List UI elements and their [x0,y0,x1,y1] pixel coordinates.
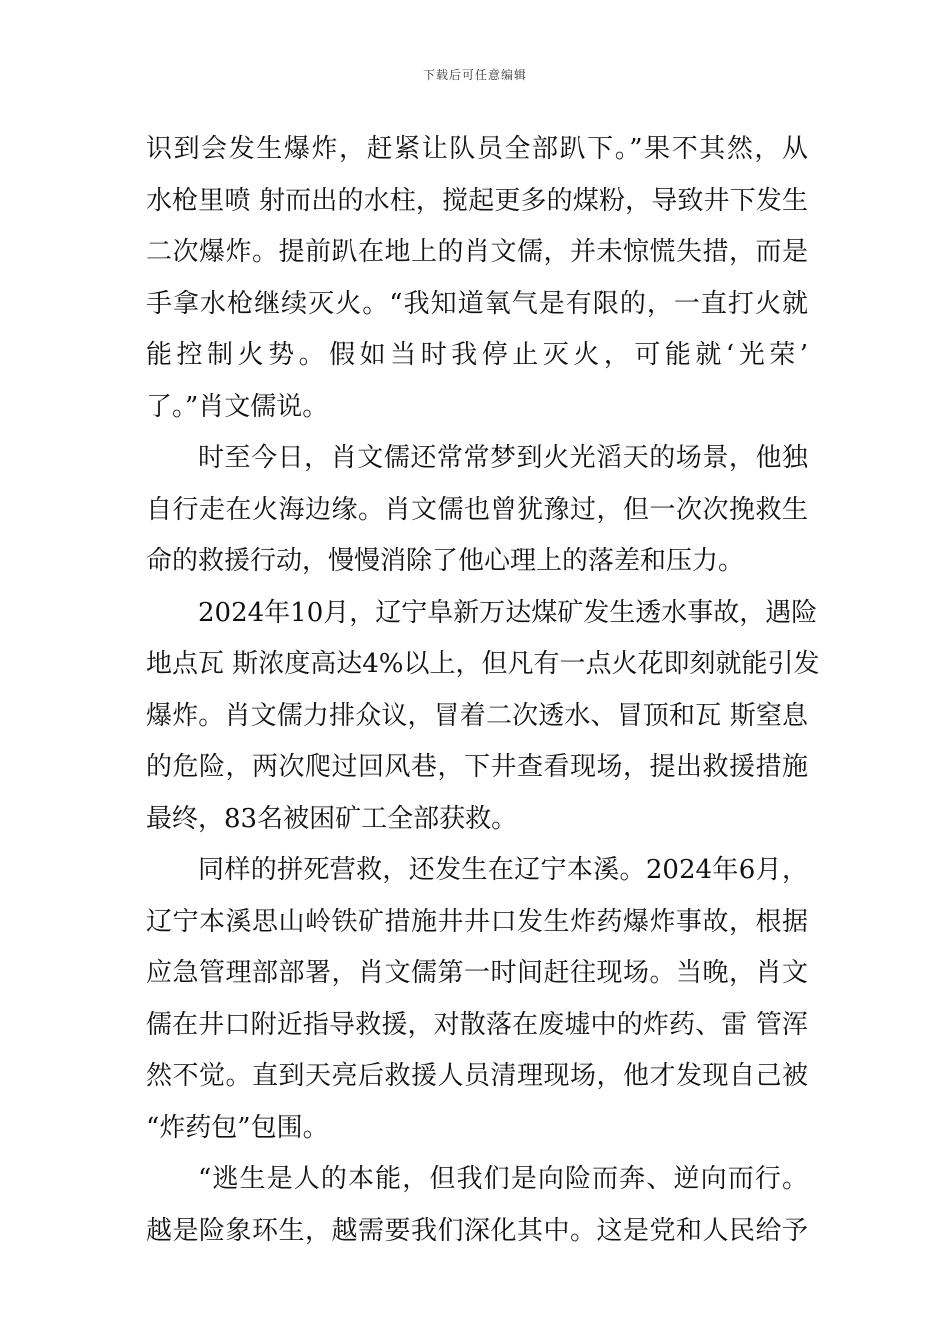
text-line: 地点瓦 斯浓度高达4%以上，但凡有一点火花即刻就能引发 [146,649,820,679]
text-line: 儒在井口附近指导救援，对散落在废墟中的炸药、雷 管浑 [146,1009,808,1040]
text-line: 爆炸。肖文儒力排众议，冒着二次透水、冒顶和瓦 斯窒息 [146,700,808,731]
text-line: “逃生是人的本能，但我们是向险而奔、逆向而行。 [198,1164,808,1194]
text-line: 识到会发生爆炸，赶紧让队员全部趴下。”果不其然，从 [146,134,808,164]
text-line: 了。”肖文儒说。 [146,391,329,422]
body-text [146,124,820,1257]
text-line: 手拿水枪继续灭火。“我知道氧气是有限的，一直打火就 [146,288,808,319]
text-line: 二次爆炸。提前趴在地上的肖文儒，并未惊慌失措，而是 [146,237,808,267]
text-line: 2024年10月，辽宁阜新万达煤矿发生透水事故，遇险 [198,597,818,628]
text-line: 然不觉。直到天亮后救援人员清理现场，他才发现自己被 [146,1061,808,1091]
text-line: 越是险象环生，越需要我们深化其中。这是党和人民给予 [146,1215,808,1246]
text-line: 能控制火势。假如当时我停止灭火，可能就‘光荣’ [146,340,808,370]
text-line: 同样的拼死营救，还发生在辽宁本溪。2024年6月， [198,855,808,885]
text-line: 自行走在火海边缘。肖文儒也曾犹豫过，但一次次挽救生 [146,494,808,525]
text-line: 应急管理部部署，肖文儒第一时间赶往现场。当晚，肖文 [146,958,808,988]
text-line: “炸药包”包围。 [146,1112,329,1143]
text-line: 的危险，两次爬过回风巷，下井查看现场，提出救援措施 [146,752,808,782]
text-line: 时至今日，肖文儒还常常梦到火光滔天的场景，他独 [198,443,808,473]
text-line: 命的救援行动，慢慢消除了他心理上的落差和压力。 [146,546,745,576]
text-line: 最终，83名被困矿工全部获救。 [146,803,518,834]
text-line: 辽宁本溪思山岭铁矿措施井井口发生炸药爆炸事故，根据 [146,906,808,937]
page-header: 下载后可任意编辑 [422,68,527,82]
text-line: 水枪里喷 射而出的水柱，搅起更多的煤粉，导致井下发生 [146,185,808,216]
